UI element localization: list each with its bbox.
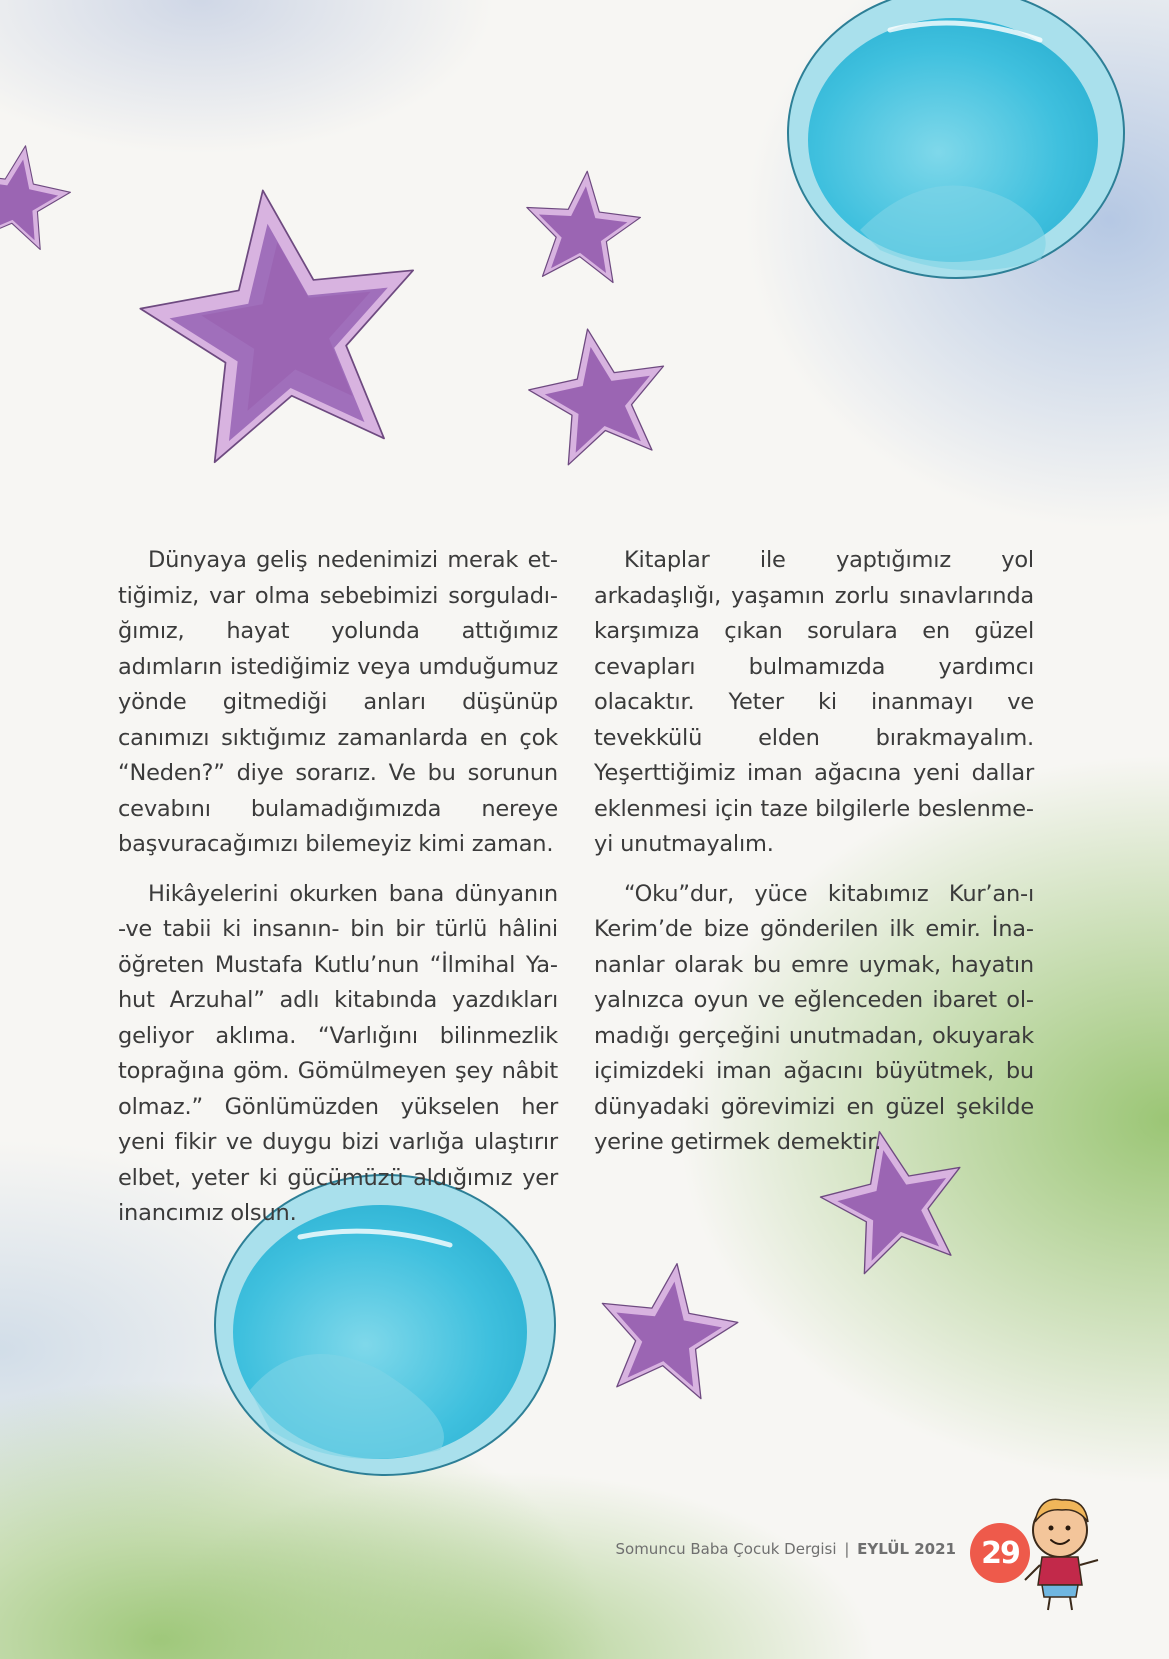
paragraph: Kitaplar ile yaptığımız yol arkadaşlığı, yaşamın zorlu sınavlarında karşımıza çıkan sorulara en güzel cevapları bulmamızda yardımcı olacaktır. Yeter ki inanmayı ve tevekkülü elden bırakmayalım. Yeşerttiğimiz iman ağacına yeni dallar eklenmesi için taze bilgilerle beslenmeyi unutmayalım. xyxy=(594,547,1034,857)
footer-separator: | xyxy=(844,1540,850,1558)
star-icon xyxy=(520,317,677,469)
star-icon xyxy=(126,171,435,469)
star-icon xyxy=(521,166,644,284)
page-number-badge: 29 xyxy=(970,1523,1030,1583)
paragraph: Hikâyelerini okurken bana dünyanın -ve tabii ki insanın- bin bir türlü hâlini öğreten Mustafa Kutlu’nun “İlmihal Yahut Arzuhal” adlı kitabında yazdıkları geliyor aklıma. “Varlığını bilinmezlik toprağına göm. Gömülmeyen şey nâbit olmaz.” Gönlümüzden yükselen her yeni fikir ve duygu bizi varlığa ulaştırır elbet, yeter ki gücümüzü aldığımız yer inancımız olsun. xyxy=(118,880,558,1226)
paragraph: “Oku”dur, yüce kitabımız Kur’an-ı Kerim’de bize gönderilen ilk emir. İnananlar olarak bu emre uymak, hayatın yalnızca oyun ve eğlenceden ibaret olmadığı gerçeğini unutmadan, okuyarak içimizdeki iman ağacını büyütmek, bu dünyadaki görevimizi en güzel şekilde yerine getirmek demektir. xyxy=(594,880,1034,1155)
article-left-column xyxy=(118,543,558,1246)
magazine-name: Somuncu Baba Çocuk Dergisi xyxy=(615,1540,837,1558)
article-right-column xyxy=(594,543,1034,1175)
issue-date: EYLÜL 2021 xyxy=(857,1540,956,1558)
paragraph: Dünyaya geliş nedenimizi merak ettiğimiz, var olma sebebimizi sorguladığımız, hayat yolunda attığımız adımların istediğimiz veya umduğumuz yönde gitmediği anları düşünüp canımızı sıktığımız zamanlarda en çok “Neden?” diye sorarız. Ve bu sorunun cevabını bulamadığımızda nereye başvuracağımızı bilemeyiz kimi zaman. xyxy=(118,547,558,857)
page-footer xyxy=(616,1540,957,1558)
star-icon xyxy=(0,137,77,253)
child-mascot-icon xyxy=(1025,1499,1098,1610)
star-icon xyxy=(591,1254,745,1402)
water-bubble-icon xyxy=(788,0,1124,278)
